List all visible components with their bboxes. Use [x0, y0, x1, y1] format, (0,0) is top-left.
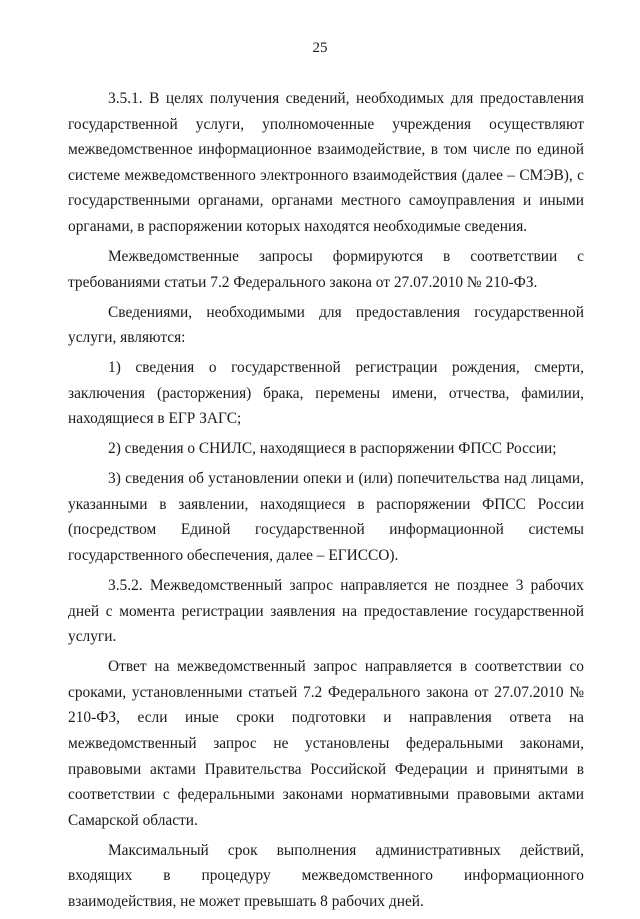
- document-body: [68, 86, 584, 919]
- paragraph-max-term: Максимальный срок выполнения административных действий, входящих в процедуру межведомственного информационного взаимодействия, не может превышать 8 рабочих дней.: [68, 841, 584, 910]
- paragraph-3-5-2: 3.5.2. Межведомственный запрос направляется не позднее 3 рабочих дней с момента регистрации заявления на предоставление государственной услуги.: [68, 577, 584, 646]
- list-item-2: 2) сведения о СНИЛС, находящиеся в распоряжении ФПСС России;: [108, 440, 557, 458]
- list-item-3: 3) сведения об установлении опеки и (или) попечительства над лицами, указанными в заявлении, находящиеся в распоряжении ФПСС России (посредством Единой государственной информационной системы государственного обеспечения, далее – ЕГИССО).: [68, 470, 584, 565]
- paragraph-3-5-1: 3.5.1. В целях получения сведений, необходимых для предоставления государственной услуги, уполномоченные учреждения осуществляют межведомственное информационное взаимодействие, в том числе по единой системе межведомственного электронного взаимодействия (далее – СМЭВ), с государственными органами, органами местного самоуправления и иными органами, в распоряжении которых находятся необходимые сведения.: [68, 90, 584, 235]
- paragraph-required-info: Сведениями, необходимыми для предоставления государственной услуги, являются:: [68, 303, 584, 347]
- paragraph-interagency-requests: Межведомственные запросы формируются в соответствии с требованиями статьи 7.2 Федерального закона от 27.07.2010 № 210-ФЗ.: [68, 247, 584, 291]
- page-number: 25: [312, 40, 328, 56]
- paragraph-response-terms: Ответ на межведомственный запрос направляется в соответствии со сроками, установленными статьей 7.2 Федерального закона от 27.07.2010 № 210-ФЗ, если иные сроки подготовки и направления ответа на межведомственный запрос не установлены федеральными законами, правовыми актами Правительства Российской Федерации и принятыми в соответствии с федеральными законами нормативными правовыми актами Самарской области.: [68, 658, 584, 829]
- list-item-1: 1) сведения о государственной регистрации рождения, смерти, заключения (расторжения) брака, перемены имени, отчества, фамилии, находящиеся в ЕГР ЗАГС;: [68, 359, 584, 428]
